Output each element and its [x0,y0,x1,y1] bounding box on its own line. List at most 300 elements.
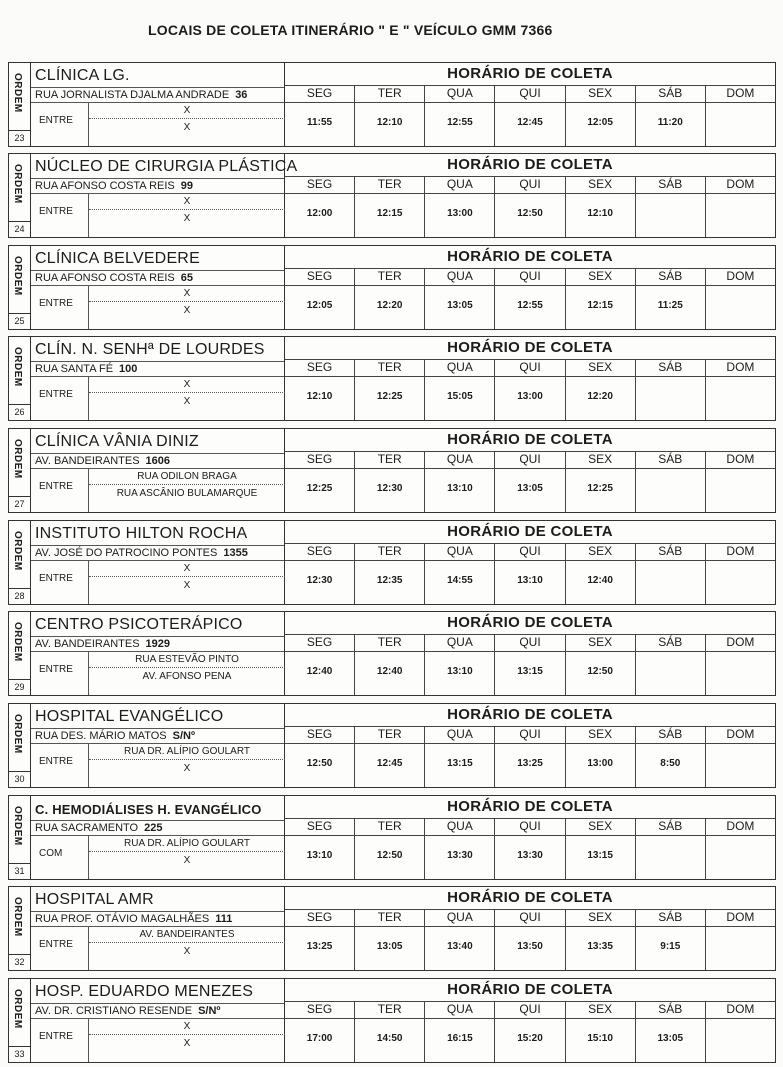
schedule [285,337,775,420]
day-label: SEX [566,451,635,469]
day-label: DOM [706,726,775,744]
address-number: 99 [180,180,194,192]
collection-time: 16:15 [447,1033,473,1044]
schedule [285,796,775,879]
day-column [494,176,564,237]
collection-time: 12:20 [376,300,403,311]
ordem-column [9,887,31,970]
collection-time: 13:10 [447,483,473,494]
collection-time: 13:00 [587,758,613,769]
ordem-label: ORDEM [12,347,23,387]
day-label: SEG [285,909,354,927]
day-column [494,1001,564,1062]
collection-time: 15:20 [517,1033,543,1044]
ordem-number: 33 [9,1046,30,1062]
day-column [565,85,635,146]
location-name: NÚCLEO DE CIRURGIA PLÁSTICA [35,158,298,175]
location-name: HOSPITAL EVANGÉLICO [35,708,224,725]
day-column [705,726,775,787]
cross-street-relation: ENTRE [31,194,89,237]
collection-time: 12:45 [517,117,543,128]
schedule-grid [285,909,775,970]
day-label: DOM [706,451,775,469]
ordem-column [9,704,31,787]
cross-street-1: X [89,287,285,302]
day-column [705,818,775,879]
location-address [31,178,284,194]
collection-card [8,336,776,421]
cross-street-1: X [89,562,285,577]
address-street: RUA AFONSO COSTA REIS [35,180,175,192]
location-name: INSTITUTO HILTON ROCHA [35,525,248,542]
day-column [494,909,564,970]
day-column [565,359,635,420]
collection-time: 12:15 [376,208,403,219]
collection-time: 13:05 [517,483,543,494]
collection-time: 13:30 [517,850,543,861]
schedule-header: HORÁRIO DE COLETA [447,156,613,173]
cross-street-2: RUA ASCÂNIO BULAMARQUE [116,488,258,499]
collection-time: 13:00 [517,391,543,402]
day-label: QUA [425,359,494,377]
day-column [285,543,354,604]
day-column [635,176,705,237]
day-column [494,85,564,146]
day-label: TER [355,543,424,561]
schedule-header: HORÁRIO DE COLETA [447,889,613,906]
day-label: SEG [285,818,354,836]
cross-street-1: X [89,104,285,119]
day-label: TER [355,85,424,103]
location-info [31,337,285,420]
day-column [424,543,494,604]
location-name: HOSP. EDUARDO MENEZES [35,983,254,1000]
location-info [31,979,285,1062]
day-label: QUI [495,543,564,561]
day-column [635,359,705,420]
cross-street-1: RUA DR. ALÍPIO GOULART [89,745,285,760]
day-column [494,818,564,879]
ordem-column [9,521,31,604]
day-label: QUI [495,85,564,103]
day-column [354,543,424,604]
day-column [354,85,424,146]
day-label: QUI [495,634,564,652]
cross-street-1: AV. BANDEIRANTES [89,928,285,943]
day-label: QUA [425,85,494,103]
day-label: QUI [495,818,564,836]
day-label: DOM [706,634,775,652]
day-column [705,909,775,970]
collection-time: 13:15 [447,758,473,769]
ordem-column [9,154,31,237]
collection-time: 12:25 [376,391,403,402]
day-label: SÁB [636,543,705,561]
day-label: TER [355,359,424,377]
day-column [705,268,775,329]
ordem-label: ORDEM [12,897,23,937]
collection-time: 8:50 [660,758,681,769]
schedule-header: HORÁRIO DE COLETA [447,706,613,723]
day-column [424,176,494,237]
location-info [31,612,285,695]
collection-time: 12:10 [306,391,333,402]
schedule-header: HORÁRIO DE COLETA [447,798,613,815]
collection-time: 15:10 [587,1033,613,1044]
schedule [285,429,775,512]
day-label: QUA [425,726,494,744]
schedule-header: HORÁRIO DE COLETA [447,65,613,82]
day-label: SÁB [636,268,705,286]
day-label: TER [355,909,424,927]
schedule [285,521,775,604]
collection-time: 13:05 [447,300,473,311]
location-address [31,545,284,561]
address-number: 225 [144,822,163,834]
day-label: SEG [285,1001,354,1019]
ordem-label: ORDEM [12,256,23,296]
day-column [565,726,635,787]
day-label: DOM [706,1001,775,1019]
day-column [354,359,424,420]
day-label: DOM [706,543,775,561]
day-column [635,85,705,146]
collection-card [8,795,776,880]
day-label: QUI [495,909,564,927]
collection-time: 13:10 [517,575,543,586]
day-column [424,726,494,787]
cross-street-1: X [89,378,285,393]
collection-time: 13:10 [447,666,473,677]
collection-time: 12:40 [376,666,403,677]
day-column [565,1001,635,1062]
ordem-number: 28 [9,588,30,604]
address-street: RUA DES. MÁRIO MATOS [35,730,167,742]
day-label: TER [355,176,424,194]
location-address [31,453,284,469]
day-column [635,451,705,512]
day-column [285,1001,354,1062]
collection-time: 12:30 [376,483,403,494]
location-address [31,270,284,286]
collection-time: 12:10 [587,208,613,219]
ordem-label: ORDEM [12,73,23,113]
day-column [354,451,424,512]
day-label: TER [355,451,424,469]
day-label: SEG [285,634,354,652]
collection-time: 11:20 [657,117,683,128]
cross-street-relation: ENTRE [31,103,89,146]
day-label: SÁB [636,451,705,469]
collection-time: 12:40 [306,666,333,677]
day-column [494,543,564,604]
address-street: AV. BANDEIRANTES [35,455,140,467]
collection-card [8,153,776,238]
day-column [285,634,354,695]
collection-time: 12:05 [306,300,333,311]
address-street: AV. DR. CRISTIANO RESENDE [35,1005,193,1017]
schedule-grid [285,1001,775,1062]
collection-time: 12:35 [376,575,403,586]
cross-street-relation: COM [31,836,89,879]
cross-street-2: AV. AFONSO PENA [142,671,232,682]
day-column [285,176,354,237]
ordem-label: ORDEM [12,622,23,662]
day-label: SÁB [636,818,705,836]
day-label: SEX [566,634,635,652]
ordem-label: ORDEM [12,439,23,479]
day-label: QUA [425,909,494,927]
cross-street-1: X [89,1020,285,1035]
day-label: QUA [425,176,494,194]
cross-street-2: X [183,763,191,774]
schedule-grid [285,543,775,604]
collection-card [8,245,776,330]
day-column [424,818,494,879]
day-column [424,85,494,146]
ordem-label: ORDEM [12,714,23,754]
day-column [494,634,564,695]
day-label: SEG [285,176,354,194]
day-label: SEG [285,543,354,561]
location-info [31,246,285,329]
location-address [31,1003,284,1019]
location-address [31,728,284,744]
cross-street-2: X [183,213,191,224]
day-label: SÁB [636,726,705,744]
day-label: SEX [566,359,635,377]
location-name: CLÍNICA BELVEDERE [35,250,200,267]
collection-card [8,978,776,1063]
collection-time: 14:50 [376,1033,403,1044]
ordem-column [9,63,31,146]
day-column [635,726,705,787]
collection-time: 12:20 [587,391,613,402]
day-label: DOM [706,818,775,836]
collection-time: 13:05 [376,941,403,952]
collection-time: 17:00 [306,1033,333,1044]
document-title: LOCAIS DE COLETA ITINERÁRIO " E " VEÍCULO GMM 7366 [148,22,553,38]
day-label: DOM [706,176,775,194]
ordem-number: 32 [9,954,30,970]
collection-time: 13:25 [517,758,543,769]
schedule [285,979,775,1062]
day-column [705,543,775,604]
day-label: DOM [706,85,775,103]
cross-street-2: X [183,305,191,316]
location-name: C. HEMODIÁLISES H. EVANGÉLICO [35,802,262,817]
ordem-column [9,429,31,512]
ordem-number: 27 [9,496,30,512]
ordem-number: 26 [9,404,30,420]
day-label: SEX [566,909,635,927]
address-number: S/Nº [198,1005,221,1017]
address-street: RUA SANTA FÉ [35,363,114,375]
schedule-grid [285,176,775,237]
schedule-header: HORÁRIO DE COLETA [447,981,613,998]
day-column [705,85,775,146]
day-label: QUI [495,451,564,469]
schedule-grid [285,726,775,787]
ordem-number: 30 [9,771,30,787]
cross-street-relation: ENTRE [31,286,89,329]
day-column [424,359,494,420]
schedule-header: HORÁRIO DE COLETA [447,339,613,356]
location-address [31,820,284,836]
ordem-number: 24 [9,221,30,237]
day-label: QUA [425,543,494,561]
cross-street-relation: ENTRE [31,561,89,604]
collection-time: 12:00 [306,208,333,219]
location-address [31,361,284,377]
location-address [31,911,284,927]
address-number: S/Nº [172,730,195,742]
day-column [635,543,705,604]
day-column [635,1001,705,1062]
day-label: DOM [706,268,775,286]
day-label: DOM [706,359,775,377]
day-column [285,909,354,970]
day-column [494,726,564,787]
ordem-label: ORDEM [12,531,23,571]
day-column [354,268,424,329]
cross-street-relation: ENTRE [31,652,89,695]
schedule-header: HORÁRIO DE COLETA [447,523,613,540]
day-label: SÁB [636,1001,705,1019]
collection-time: 13:25 [306,941,333,952]
collection-time: 13:05 [657,1033,684,1044]
address-number: 1606 [145,455,171,467]
day-column [635,909,705,970]
collection-time: 13:40 [447,941,473,952]
address-street: RUA SACRAMENTO [35,822,139,834]
collection-card [8,703,776,788]
ordem-label: ORDEM [12,164,23,204]
collection-time: 12:50 [517,208,543,219]
day-label: SEG [285,451,354,469]
cross-street-2: X [183,122,191,133]
collection-time: 12:45 [376,758,403,769]
day-label: SEG [285,726,354,744]
location-info [31,154,298,237]
cross-street-2: X [183,396,191,407]
cross-street-1: RUA ODILON BRAGA [89,470,285,485]
collection-time: 11:25 [657,300,683,311]
location-info [31,429,285,512]
location-name: HOSPITAL AMR [35,891,154,908]
day-column [565,634,635,695]
schedule-header: HORÁRIO DE COLETA [447,248,613,265]
day-label: QUA [425,268,494,286]
day-column [285,85,354,146]
day-column [565,909,635,970]
collection-time: 12:40 [587,575,613,586]
address-street: RUA PROF. OTÁVIO MAGALHÃES [35,913,210,925]
address-street: RUA AFONSO COSTA REIS [35,272,175,284]
day-column [285,451,354,512]
collection-time: 12:55 [447,117,473,128]
ordem-number: 23 [9,130,30,146]
day-label: QUI [495,268,564,286]
day-label: SEX [566,543,635,561]
day-column [565,543,635,604]
collection-time: 13:10 [306,850,333,861]
ordem-number: 25 [9,313,30,329]
schedule-grid [285,451,775,512]
day-label: QUA [425,818,494,836]
day-column [285,818,354,879]
day-label: TER [355,634,424,652]
day-column [565,451,635,512]
collection-time: 13:15 [517,666,543,677]
day-label: SEX [566,726,635,744]
schedule [285,246,775,329]
cross-street-2: X [183,1038,191,1049]
ordem-column [9,337,31,420]
schedule-header: HORÁRIO DE COLETA [447,431,613,448]
location-info [31,63,285,146]
address-number: 111 [215,913,233,925]
day-column [424,634,494,695]
day-column [354,1001,424,1062]
day-label: TER [355,1001,424,1019]
day-column [565,176,635,237]
day-label: QUI [495,176,564,194]
day-column [424,1001,494,1062]
day-column [494,359,564,420]
day-label: QUI [495,726,564,744]
day-label: SÁB [636,176,705,194]
day-label: SEG [285,359,354,377]
schedule [285,63,775,146]
day-label: QUA [425,634,494,652]
address-street: AV. BANDEIRANTES [35,638,140,650]
day-label: SEX [566,268,635,286]
day-label: TER [355,268,424,286]
cross-street-relation: ENTRE [31,1019,89,1062]
collection-card [8,886,776,971]
day-column [285,268,354,329]
address-street: AV. JOSÉ DO PATROCINO PONTES [35,547,218,559]
ordem-column [9,979,31,1062]
day-label: SÁB [636,359,705,377]
day-column [354,818,424,879]
collection-time: 13:35 [587,941,613,952]
location-name: CLÍN. N. SENHª DE LOURDES [35,341,265,358]
day-column [494,268,564,329]
day-column [424,268,494,329]
cross-street-1: RUA DR. ALÍPIO GOULART [89,837,285,852]
collection-time: 12:30 [306,575,333,586]
day-column [354,634,424,695]
cross-street-2: X [183,946,191,957]
day-column [285,726,354,787]
day-column [354,909,424,970]
day-column [424,909,494,970]
collection-time: 12:50 [587,666,613,677]
collection-time: 12:25 [587,483,613,494]
collection-card [8,62,776,147]
schedule [285,612,775,695]
day-column [424,451,494,512]
day-column [705,176,775,237]
ordem-column [9,796,31,879]
day-label: SEG [285,268,354,286]
day-label: SEX [566,176,635,194]
collection-time: 12:15 [587,300,613,311]
location-name: CLÍNICA VÂNIA DINIZ [35,433,199,450]
collection-time: 9:15 [660,941,681,952]
